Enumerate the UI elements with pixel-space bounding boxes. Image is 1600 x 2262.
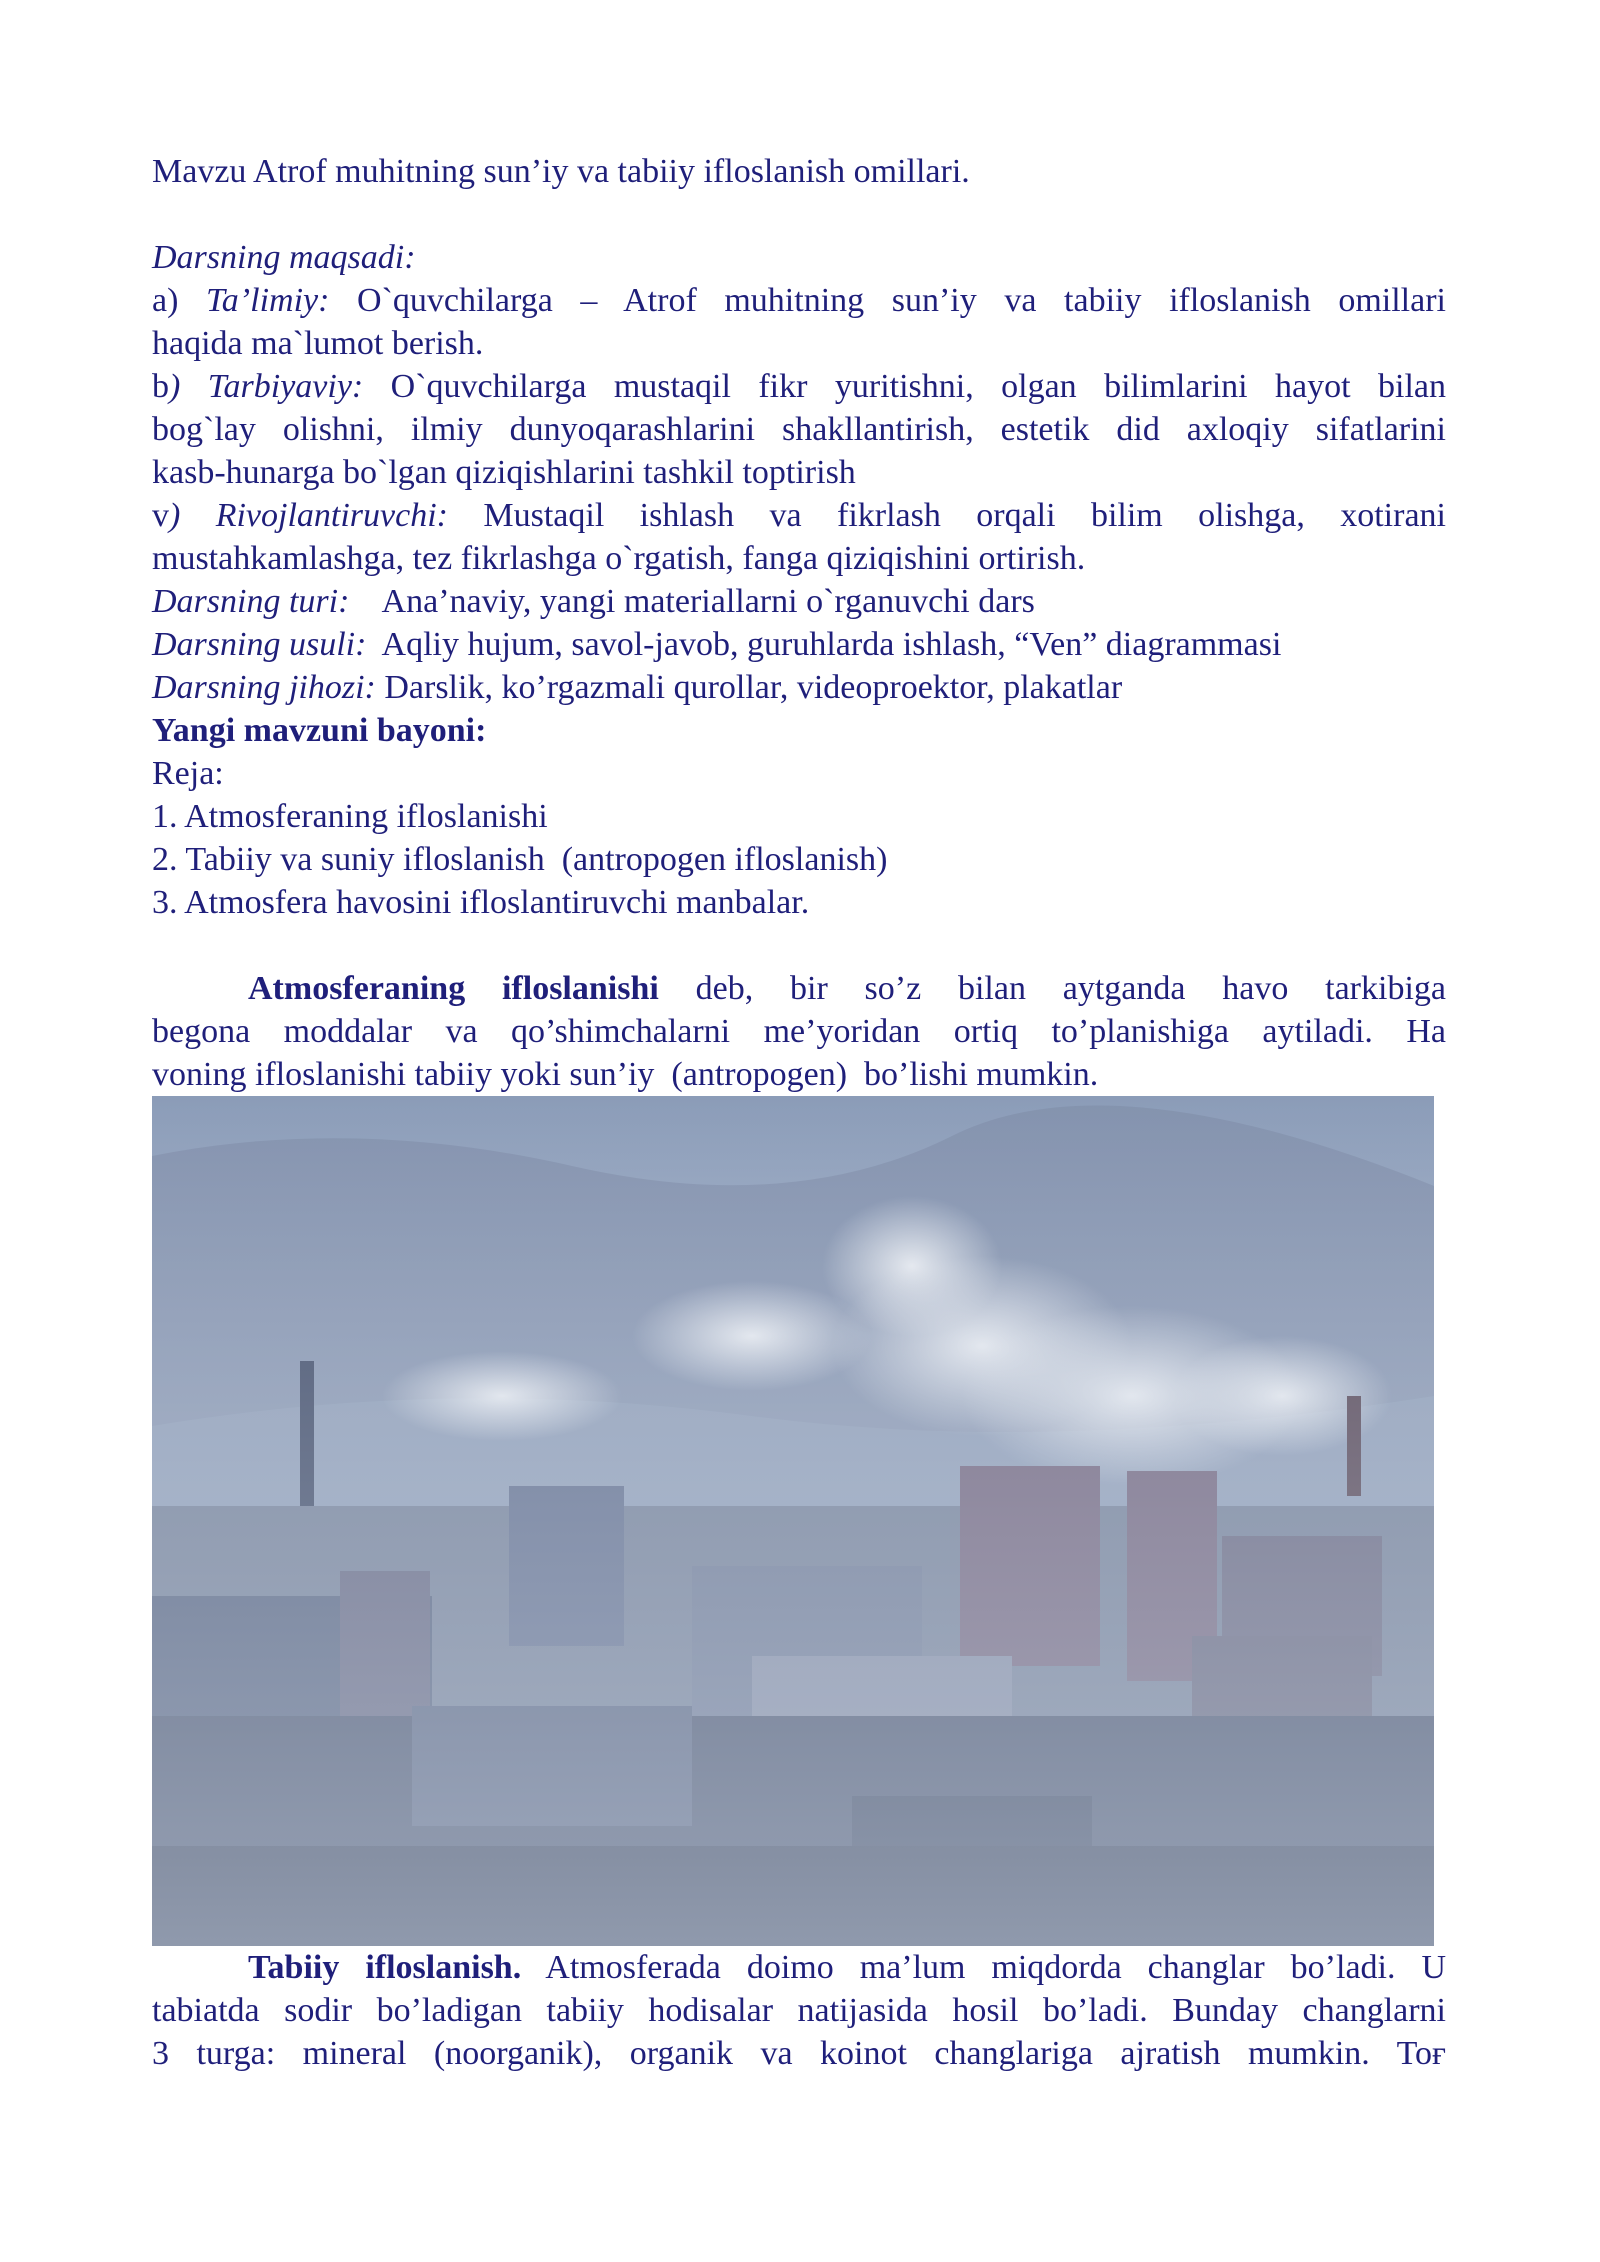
paragraph1-first-line: Atmosferaning ifloslanishi deb, bir so’z bilan aytganda havo tarkibiga (248, 970, 1446, 1007)
paragraph1-line: voning ifloslanishi tabiiy yoki sun’iy (antropogen) bo’lishi mumkin. (152, 1056, 1099, 1093)
plan-item: 1. Atmosferaning ifloslanishi (152, 798, 548, 835)
objective-v-cont: mustahkamlashga, tez fikrlashga o`rgatish, fanga qiziqishini ortirish. (152, 540, 1086, 577)
new-topic-heading: Yangi mavzuni bayoni: (152, 712, 487, 749)
lesson-equipment: Darsning jihozi: Darslik, ko’rgazmali qurollar, videoproektor, plakatlar (152, 669, 1123, 706)
lesson-type: Darsning turi: Ana’naviy, yangi materiallarni o`rganuvchi dars (152, 583, 1035, 620)
objective-v-label: ) Rivojlantiruvchi: (169, 497, 448, 534)
document-body (152, 150, 1446, 2075)
lesson-method: Darsning usuli: Aqliy hujum, savol-javob, guruhlarda ishlash, “Ven” diagrammasi (152, 626, 1282, 663)
objective-a-cont: haqida ma`lumot berish. (152, 325, 484, 362)
plan-label: Reja: (152, 755, 224, 792)
objective-a-line: a) Ta’limiy: O`quvchilarga – Atrof muhitning sun’iy va tabiiy ifloslanish omillari (152, 282, 1446, 319)
objective-b-cont: bog`lay olishni, ilmiy dunyoqarashlarini shakllantirish, estetik did axloqiy sifatlarini (152, 411, 1446, 448)
paragraph2-line: tabiatda sodir bo’ladigan tabiiy hodisalar natijasida hosil bo’ladi. Bunday changlarni (152, 1992, 1446, 2029)
objective-v-line: v) Rivojlantiruvchi: Mustaqil ishlash va fikrlash orqali bilim olishga, xotirani (152, 497, 1446, 534)
plan-item: 3. Atmosfera havosini ifloslantiruvchi manbalar. (152, 884, 810, 921)
objective-b-cont: kasb-hunarga bo`lgan qiziqishlarini tashkil toptirish (152, 454, 856, 491)
paragraph1-term: Atmosferaning ifloslanishi (248, 970, 659, 1007)
objectives-heading: Darsning maqsadi: (152, 239, 416, 276)
objective-a-label: Ta’limiy: (206, 282, 330, 319)
objective-b-line: b) Tarbiyaviy: O`quvchilarga mustaqil fikr yuritishni, olgan bilimlarini hayot bilan (152, 368, 1446, 405)
paragraph1-line: begona moddalar va qo’shimchalarni me’yoridan ortiq to’planishiga aytiladi. Ha (152, 1013, 1446, 1050)
paragraph2-term: Tabiiy ifloslanish. (248, 1949, 522, 1986)
lesson-title: Mavzu Atrof muhitning sun’iy va tabiiy ifloslanish omillari. (152, 153, 970, 190)
objective-b-label: ) Tarbiyaviy: (169, 368, 364, 405)
paragraph2-first-line: Tabiiy ifloslanish. Atmosferada doimo ma’lum miqdorda changlar bo’ladi. U (248, 1949, 1447, 1986)
plan-item: 2. Tabiiy va suniy ifloslanish (antropogen ifloslanish) (152, 841, 888, 878)
city-pollution-photo (152, 1096, 1434, 1946)
paragraph2-line: 3 turga: mineral (noorganik), organik va koinot changlariga ajratish mumkin. Toғ (152, 2035, 1446, 2072)
